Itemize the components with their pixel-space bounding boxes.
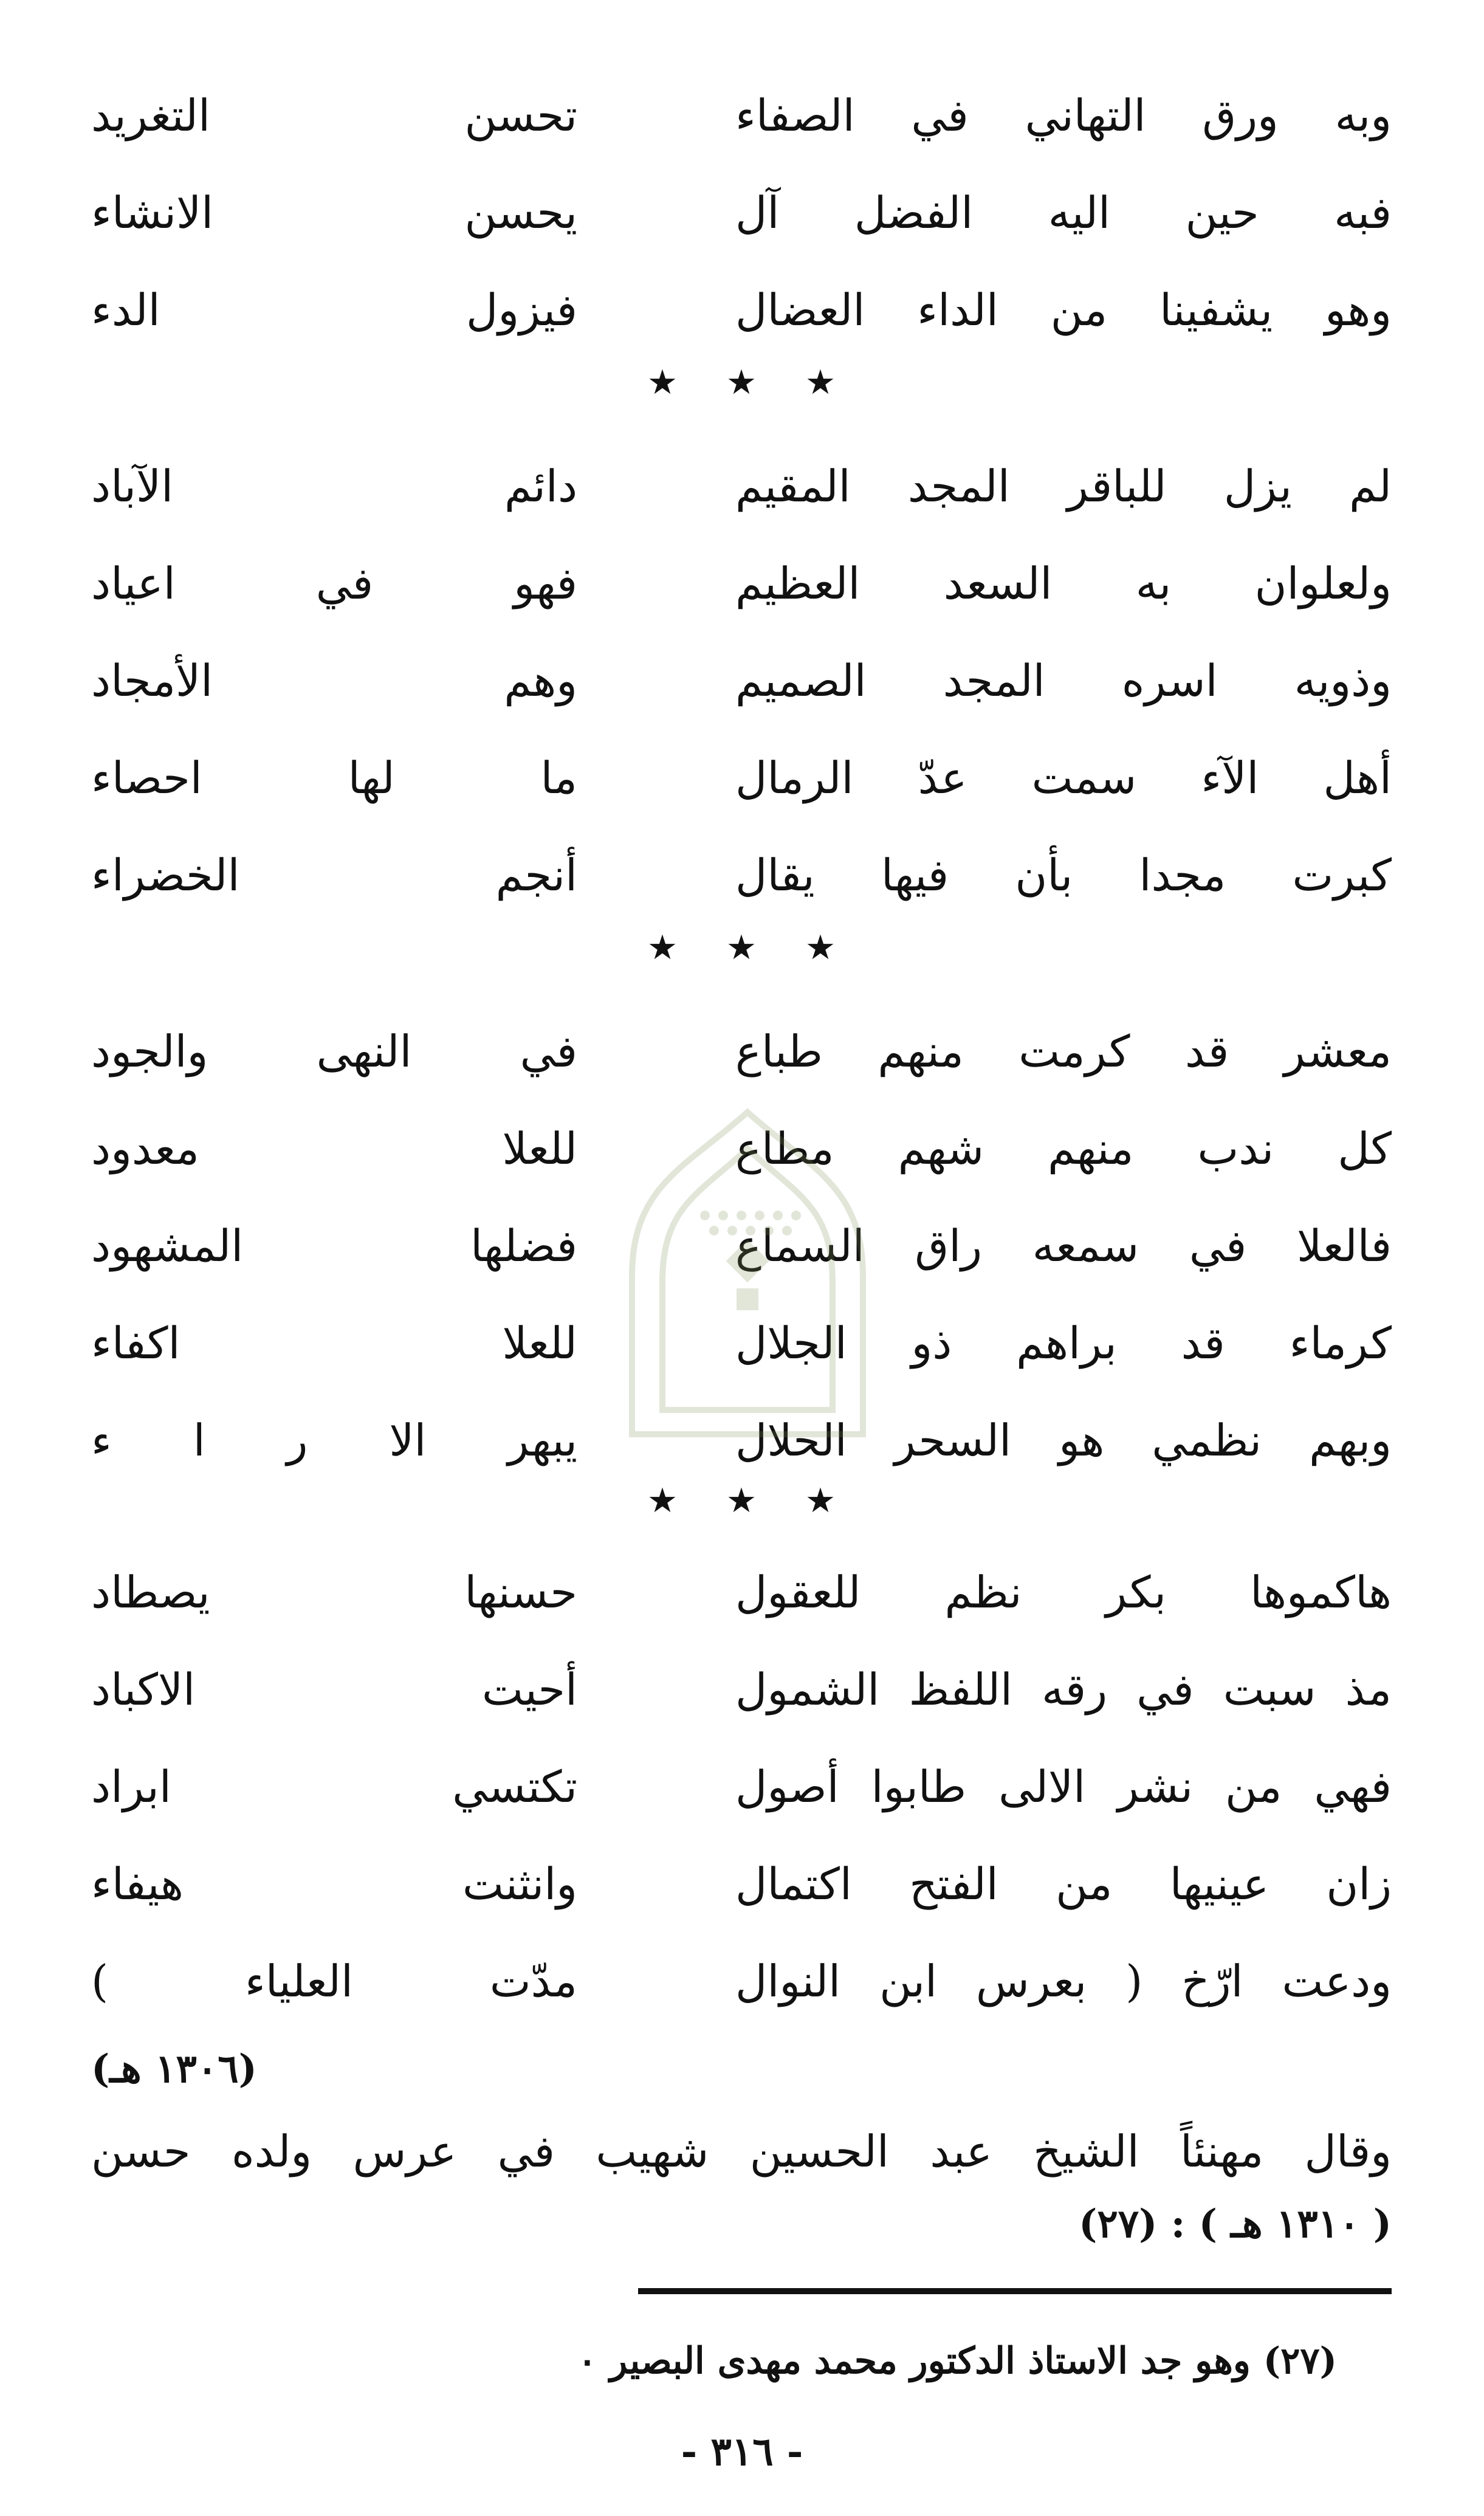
verse-first-hemistich: فبه حين اليه الفضل آل <box>735 187 1392 238</box>
verse <box>0 176 1484 249</box>
verse-second-hemistich: للعلا معدود <box>91 1123 577 1174</box>
verse-first-hemistich: أهل الآء سمت عدّ الرمال <box>735 752 1392 803</box>
verse <box>0 1556 1484 1629</box>
footnote: (٢٧) وهو جد الاستاذ الدكتور محمد مهدى البصير ٠ <box>577 2340 1337 2382</box>
verse-second-hemistich: أنجم الخضراء <box>91 850 577 901</box>
verse-second-hemistich: وانثنت هيفاء <box>91 1858 577 1909</box>
verse-first-hemistich: مذ سبت في رقه اللفظ الشمول <box>735 1664 1392 1715</box>
verse-first-hemistich: وهو يشفينا من الداء العضال <box>735 284 1392 335</box>
verse-second-hemistich: أحيت الاكباد <box>91 1664 577 1715</box>
star-icon: ★ <box>647 928 678 968</box>
intro-line: وقال مهنئاً الشيخ عبد الحسين شهيب في عرس ولده حسن <box>91 2126 1392 2177</box>
verse-first-hemistich: وبهم نظمي هو السحر الحلال <box>735 1415 1392 1466</box>
verse-first-hemistich: كرماء قد براهم ذو الجلال <box>735 1318 1392 1369</box>
verse <box>0 1653 1484 1726</box>
footnote-divider <box>638 2288 1392 2294</box>
verse <box>0 1945 1484 2018</box>
verse-second-hemistich: في النهى والجود <box>91 1026 577 1077</box>
star-icon: ★ <box>726 928 757 968</box>
verse <box>0 547 1484 620</box>
star-icon: ★ <box>805 363 836 402</box>
verse-first-hemistich: زان عينيها من الفتح اكتمال <box>735 1858 1392 1909</box>
verse <box>0 644 1484 717</box>
verse-first-hemistich: لم يزل للباقر المجد المقيم <box>735 461 1392 512</box>
verse <box>0 1847 1484 1920</box>
verse-first-hemistich: ولعلوان به السعد العظيم <box>735 558 1392 609</box>
verse-second-hemistich: فيزول الدء <box>91 284 577 335</box>
verse <box>0 273 1484 346</box>
stanza-separator <box>644 359 839 407</box>
stanza-separator <box>644 924 839 972</box>
verse-first-hemistich: فهي من نشر الالى طابوا أصول <box>735 1761 1392 1812</box>
star-icon: ★ <box>805 1481 836 1521</box>
poem-date: (١٣٠٦ هـ) <box>91 2046 257 2092</box>
verse-first-hemistich: وذويه اسره المجد الصميم <box>735 655 1392 706</box>
verse-second-hemistich: وهم الأمجاد <box>91 655 577 706</box>
star-icon: ★ <box>647 1481 678 1521</box>
verse <box>0 839 1484 912</box>
star-icon: ★ <box>805 928 836 968</box>
watermark-logo <box>577 1094 918 1483</box>
page-number: - ٣١٦ - <box>681 2429 803 2475</box>
verse-second-hemistich: للعلا اكفاء <box>91 1318 577 1369</box>
verse-second-hemistich: دائم الآباد <box>91 461 577 512</box>
verse-first-hemistich: كل ندب منهم شهم مطاع <box>735 1123 1392 1174</box>
verse-first-hemistich: فالعلا في سمعه راق السماع <box>735 1220 1392 1271</box>
verse-first-hemistich: كبرت مجدا بأن فيها يقال <box>735 850 1392 901</box>
verse-second-hemistich: مدّت العلياء ) <box>91 1956 577 2007</box>
verse-second-hemistich: ما لها احصاء <box>91 752 577 803</box>
verse-second-hemistich: تكتسي ابراد <box>91 1761 577 1812</box>
star-icon: ★ <box>726 1481 757 1521</box>
verse <box>0 1015 1484 1088</box>
verse-first-hemistich: هاكموها بكر نظم للعقول <box>735 1567 1392 1618</box>
verse <box>0 450 1484 523</box>
verse <box>0 1750 1484 1823</box>
verse-first-hemistich: ودعت ارّخ ( بعرس ابن النوال <box>735 1956 1392 2007</box>
verse-second-hemistich: حسنها يصطاد <box>91 1567 577 1618</box>
stanza-separator <box>644 1477 839 1525</box>
verse-second-hemistich: يبهر الا ر ا ء <box>91 1415 577 1466</box>
verse <box>0 741 1484 814</box>
verse-second-hemistich: يحسن الانشاء <box>91 187 577 238</box>
intro-line-date: ( ١٣١٠ هـ ) : (٢٧) <box>1079 2201 1392 2247</box>
verse-first-hemistich: معشر قد كرمت منهم طباع <box>735 1026 1392 1077</box>
verse-first-hemistich: وبه ورق التهاني في الصفاء <box>735 90 1392 141</box>
verse-second-hemistich: فهو في اعياد <box>91 558 577 609</box>
star-icon: ★ <box>726 363 757 402</box>
star-icon: ★ <box>647 363 678 402</box>
verse-second-hemistich: فضلها المشهود <box>91 1220 577 1271</box>
verse <box>0 79 1484 152</box>
verse-second-hemistich: تحسن التغريد <box>91 90 577 141</box>
